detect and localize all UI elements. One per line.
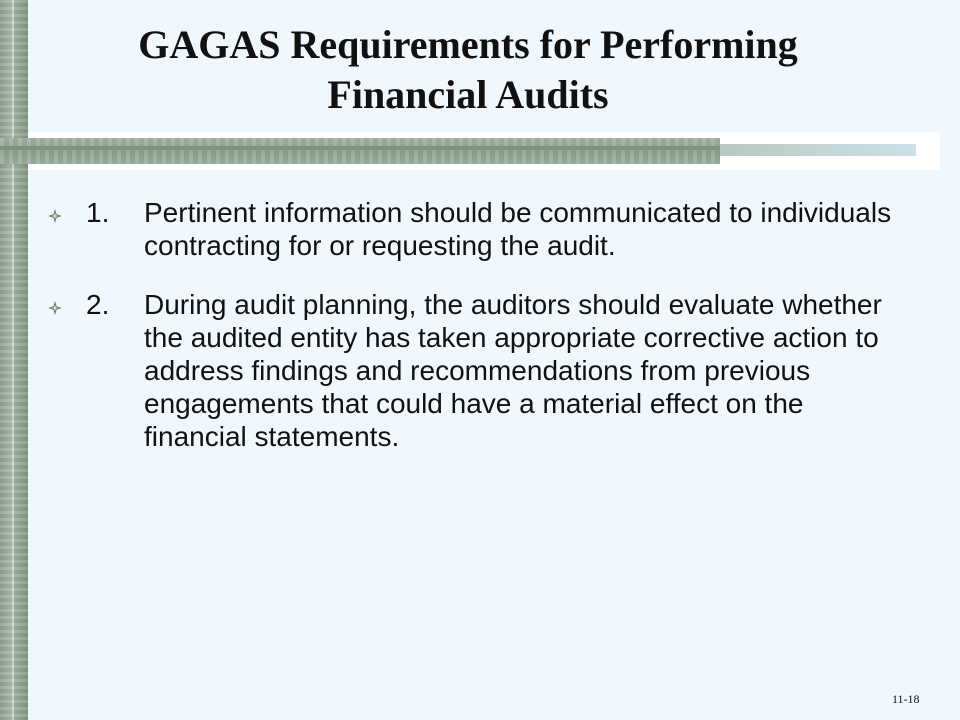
slide-title-line-2: Financial Audits (327, 72, 609, 117)
bullet-item-1 (48, 196, 908, 262)
page-number: 11-18 (892, 692, 920, 706)
bullet-number-2: 2. (86, 289, 110, 320)
title-rule-band (0, 138, 720, 164)
slide-title (28, 20, 908, 120)
diamond-bullet-icon (48, 209, 62, 223)
diamond-bullet-icon (48, 301, 62, 315)
title-rule-line (0, 146, 720, 150)
left-stripe-highlight (12, 0, 14, 720)
title-rule-fade (720, 144, 916, 156)
bullet-number-1: 1. (86, 197, 110, 228)
bullet-text-2: During audit planning, the auditors should evaluate whether the audited entity has taken appropriate corrective action to address findings and recommendations from previous engagements that could have a material effect on the financial statements. (144, 289, 882, 452)
bullet-list (48, 196, 908, 479)
bullet-item-2 (48, 288, 908, 453)
bullet-text-1: Pertinent information should be communicated to individuals contracting for or requesting the audit. (144, 197, 892, 261)
left-decorative-stripe (0, 0, 28, 720)
slide-title-line-1: GAGAS Requirements for Performing (138, 22, 798, 67)
